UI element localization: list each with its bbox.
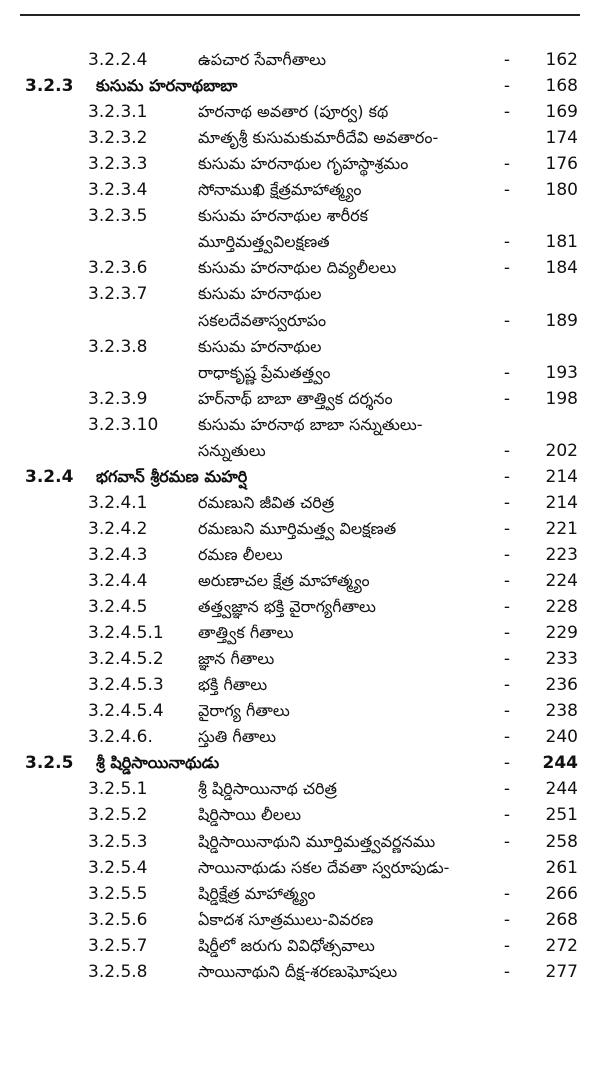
toc-entry (0, 958, 600, 986)
toc-entry-number: 3.2.4.5.4 (88, 701, 164, 722)
toc-page-number: 228 (545, 597, 578, 618)
toc-entry-title: మాతృశ్రీ కుసుమకుమారీదేవి అవతారం- (198, 128, 439, 148)
toc-leader-dash: - (503, 544, 511, 565)
toc-entry-title: షిర్డిక్షేత్ర మాహాత్మ్యం (198, 883, 316, 903)
toc-entry-number: 3.2.4.5 (88, 597, 148, 618)
toc-leader-dash: - (503, 50, 511, 70)
toc-entry-title: కుసుమ హరనాథుల (198, 336, 322, 356)
toc-entry-number: 3.2.3.6 (88, 258, 148, 279)
toc-page-number: 244 (542, 753, 578, 774)
toc-entry (0, 307, 600, 335)
toc-entry-number: 3.2.5.3 (88, 831, 148, 852)
toc-entry-title: షిర్డిసాయినాథుని మూర్తిమత్త్వవర్ణనము (198, 831, 436, 851)
toc-entry (0, 541, 600, 569)
toc-page-number: 261 (545, 857, 578, 878)
toc-entry (0, 828, 600, 856)
toc-leader-dash: - (503, 675, 511, 696)
toc-entry-number: 3.2.3 (25, 76, 74, 97)
toc-page-number: 266 (545, 883, 578, 904)
toc-page-number: 251 (545, 805, 578, 826)
toc-leader-dash: - (503, 102, 511, 123)
toc-entry (0, 489, 600, 517)
toc-page-number: 277 (545, 961, 578, 982)
toc-entry-number: 3.2.3.2 (88, 128, 148, 149)
toc-page-number: 169 (545, 102, 578, 123)
toc-entry-number: 3.2.5.5 (88, 883, 148, 904)
toc-entry-title: రమణుని జీవిత చరిత్ర (198, 492, 335, 512)
toc-page-number: 268 (545, 909, 578, 930)
toc-entry-title: కుసుమ హరనాథుల గృహస్థాశ్రమం (198, 154, 409, 174)
toc-leader-dash: - (503, 805, 511, 826)
toc-entry-number: 3.2.5 (25, 753, 74, 774)
toc-entry-title: కుసుమ హరనాథ బాబా సన్నుతులు- (198, 414, 423, 434)
toc-entry-number: 3.2.4 (25, 466, 74, 487)
toc-leader-dash: - (503, 779, 511, 800)
toc-entry-title: వైరాగ్య గీతాలు (198, 701, 290, 721)
toc-page-number: 258 (545, 831, 578, 852)
toc-entry (0, 932, 600, 960)
toc-page-number: 238 (545, 701, 578, 722)
toc-entry-title: శ్రీ షిర్డిసాయినాథుడు (96, 753, 220, 773)
toc-leader-dash: - (503, 388, 511, 409)
toc-entry-title: అరుణాచల క్షేత్ర మాహాత్మ్యం (198, 571, 370, 590)
toc-entry (0, 723, 600, 751)
toc-entry (0, 385, 600, 413)
toc-leader-dash: - (503, 466, 511, 487)
toc-entry-title: కుసుమ హరనాథుల దివ్యలీలలు (198, 258, 397, 278)
toc-leader-dash: - (503, 258, 511, 279)
toc-leader-dash: - (503, 180, 511, 201)
toc-entry-title: కుసుమ హరనాథుల శారీరక (198, 206, 369, 226)
toc-entry (0, 202, 600, 230)
toc-leader-dash: - (503, 961, 511, 982)
toc-page-number: 181 (545, 232, 578, 253)
toc-entry (0, 671, 600, 699)
toc-entry (0, 801, 600, 829)
toc-entry-title: హర్‌నాథ్ బాబా తాత్త్విక దర్శనం (198, 388, 393, 408)
toc-leader-dash: - (503, 831, 511, 852)
toc-section-heading (0, 72, 600, 100)
toc-leader-dash: - (503, 597, 511, 618)
toc-entry-number: 3.2.3.3 (88, 154, 148, 175)
toc-entry-title: సకలదేవతాస్వరూపం (198, 310, 327, 330)
toc-entry-title: ఏకాదశ సూత్రములు-వివరణ (198, 909, 374, 929)
toc-entry-title: షిర్డీలో జరుగు వివిధోత్సవాలు (198, 935, 375, 955)
toc-page-number: 272 (545, 935, 578, 956)
toc-entry-title: జ్ఞాన గీతాలు (198, 649, 275, 669)
toc-leader-dash: - (503, 623, 511, 644)
toc-leader-dash: - (503, 518, 511, 539)
toc-leader-dash: - (503, 154, 511, 175)
toc-entry (0, 46, 600, 74)
toc-leader-dash: - (503, 492, 511, 513)
toc-section-heading (0, 463, 600, 491)
toc-page-number: 221 (545, 518, 578, 539)
toc-page-number: 223 (545, 544, 578, 565)
toc-entry-title: తాత్త్విక గీతాలు (198, 623, 294, 643)
toc-entry-title: హరనాథ అవతార (పూర్వ) కథ (198, 102, 389, 122)
toc-entry-title: సాయినాథుని దీక్ష-శరణుఘోషలు (198, 961, 398, 981)
toc-entry (0, 593, 600, 621)
toc-page-number: 168 (545, 76, 578, 97)
toc-leader-dash: - (503, 883, 511, 904)
toc-entry (0, 515, 600, 543)
toc-entry-title: భక్తి గీతాలు (198, 675, 268, 695)
toc-entry (0, 645, 600, 673)
toc-entry-number: 3.2.3.5 (88, 206, 148, 227)
toc-entry-title: రమణ లీలలు (198, 544, 283, 564)
toc-leader-dash: - (503, 935, 511, 956)
toc-entry-title: సోనాముఖి క్షేత్రమాహాత్మ్యం (198, 180, 362, 200)
toc-page-number: 244 (545, 779, 578, 800)
toc-entry-number: 3.2.4.5.1 (88, 623, 164, 644)
toc-page-number: 224 (545, 571, 578, 591)
toc-entry (0, 880, 600, 908)
toc-page-number: 240 (545, 727, 578, 748)
toc-entry-number: 3.2.3.7 (88, 284, 148, 305)
toc-page-number: 176 (545, 154, 578, 175)
toc-page-number: 189 (545, 310, 578, 331)
toc-entry-title: సన్నుతులు (198, 440, 266, 460)
toc-entry-number: 3.2.5.6 (88, 909, 148, 930)
toc-page-number: 233 (545, 649, 578, 670)
toc-leader-dash: - (503, 232, 511, 253)
toc-page-number: 198 (545, 388, 578, 409)
toc-page-number: 174 (545, 128, 578, 149)
toc-entry-title: షిర్డిసాయి లీలలు (198, 805, 302, 825)
toc-entry-title: శ్రీ షిర్డిసాయినాథ చరిత్ర (198, 779, 337, 799)
toc-page-number: 214 (545, 466, 578, 487)
toc-entry (0, 176, 600, 204)
toc-entry (0, 437, 600, 465)
toc-entry-title: రమణుని మూర్తిమత్త్వ విలక్షణత (198, 518, 397, 538)
toc-entry-number: 3.2.2.4 (88, 50, 148, 70)
toc-entry (0, 775, 600, 803)
toc-entry-title: స్తుతి గీతాలు (198, 727, 277, 747)
toc-entry-number: 3.2.4.5.3 (88, 675, 164, 696)
toc-page-number: 162 (545, 50, 578, 70)
toc-entry (0, 411, 600, 439)
toc-leader-dash: - (503, 440, 511, 461)
toc-entry-number: 3.2.3.9 (88, 388, 148, 409)
toc-page-number: 202 (545, 440, 578, 461)
toc-leader-dash: - (503, 727, 511, 748)
toc-leader-dash: - (503, 310, 511, 331)
toc-entry (0, 254, 600, 282)
toc-leader-dash: - (503, 76, 511, 97)
top-rule (20, 14, 580, 16)
toc-entry (0, 280, 600, 308)
toc-entry (0, 98, 600, 126)
toc-section-heading (0, 749, 600, 777)
toc-entry (0, 124, 600, 152)
toc-entry-number: 3.2.5.7 (88, 935, 148, 956)
toc-entry-number: 3.2.3.10 (88, 414, 159, 435)
toc-page-number: 184 (545, 258, 578, 279)
toc-leader-dash: - (503, 649, 511, 670)
toc-leader-dash: - (503, 753, 511, 774)
toc-entry-number: 3.2.4.3 (88, 544, 148, 565)
toc-entry-title: సాయినాథుడు సకల దేవతా స్వరూపుడు- (198, 857, 450, 877)
toc-entry-title: రాధాకృష్ణ ప్రేమతత్త్వం (198, 362, 331, 382)
toc-entry-number: 3.2.5.8 (88, 961, 148, 982)
toc-entry (0, 906, 600, 934)
toc-entry-number: 3.2.3.4 (88, 180, 148, 201)
toc-entry (0, 619, 600, 647)
toc-entry (0, 697, 600, 725)
toc-entry (0, 228, 600, 256)
toc-leader-dash: - (503, 701, 511, 722)
toc-leader-dash: - (503, 362, 511, 383)
toc-entry-number: 3.2.4.6. (88, 727, 153, 748)
toc-entry-number: 3.2.3.1 (88, 102, 148, 123)
toc-entry-number: 3.2.5.4 (88, 857, 148, 878)
toc-entry-title: కుసుమ హరనాథబాబా (96, 76, 238, 96)
toc-entry-number: 3.2.5.1 (88, 779, 148, 800)
toc-entry (0, 333, 600, 361)
toc-entry-number: 3.2.4.1 (88, 492, 148, 513)
toc-entry-number: 3.2.5.2 (88, 805, 148, 826)
toc-page-number: 214 (545, 492, 578, 513)
toc-entry (0, 359, 600, 387)
toc-entry-number: 3.2.3.8 (88, 336, 148, 357)
toc-entry-title: భగవాన్ శ్రీరమణ మహర్షి (96, 466, 248, 486)
toc-page-number: 193 (545, 362, 578, 383)
toc-entry-title: ఉపచార సేవాగీతాలు (198, 50, 327, 69)
toc-entry (0, 150, 600, 178)
toc-entry-number: 3.2.4.5.2 (88, 649, 164, 670)
toc-entry-title: మూర్తిమత్త్వవిలక్షణత (198, 232, 330, 252)
toc-leader-dash: - (503, 909, 511, 930)
toc-entry-title: తత్త్వజ్ఞాన భక్తి వైరాగ్యగీతాలు (198, 597, 376, 617)
toc-entry (0, 567, 600, 595)
toc-page-number: 229 (545, 623, 578, 644)
toc-entry-number: 3.2.4.2 (88, 518, 148, 539)
toc-entry (0, 854, 600, 882)
toc-page-number: 180 (545, 180, 578, 201)
toc-leader-dash: - (503, 571, 511, 591)
toc-page-number: 236 (545, 675, 578, 696)
toc-entry-number: 3.2.4.4 (88, 571, 148, 591)
toc-entry-title: కుసుమ హరనాథుల (198, 284, 322, 304)
